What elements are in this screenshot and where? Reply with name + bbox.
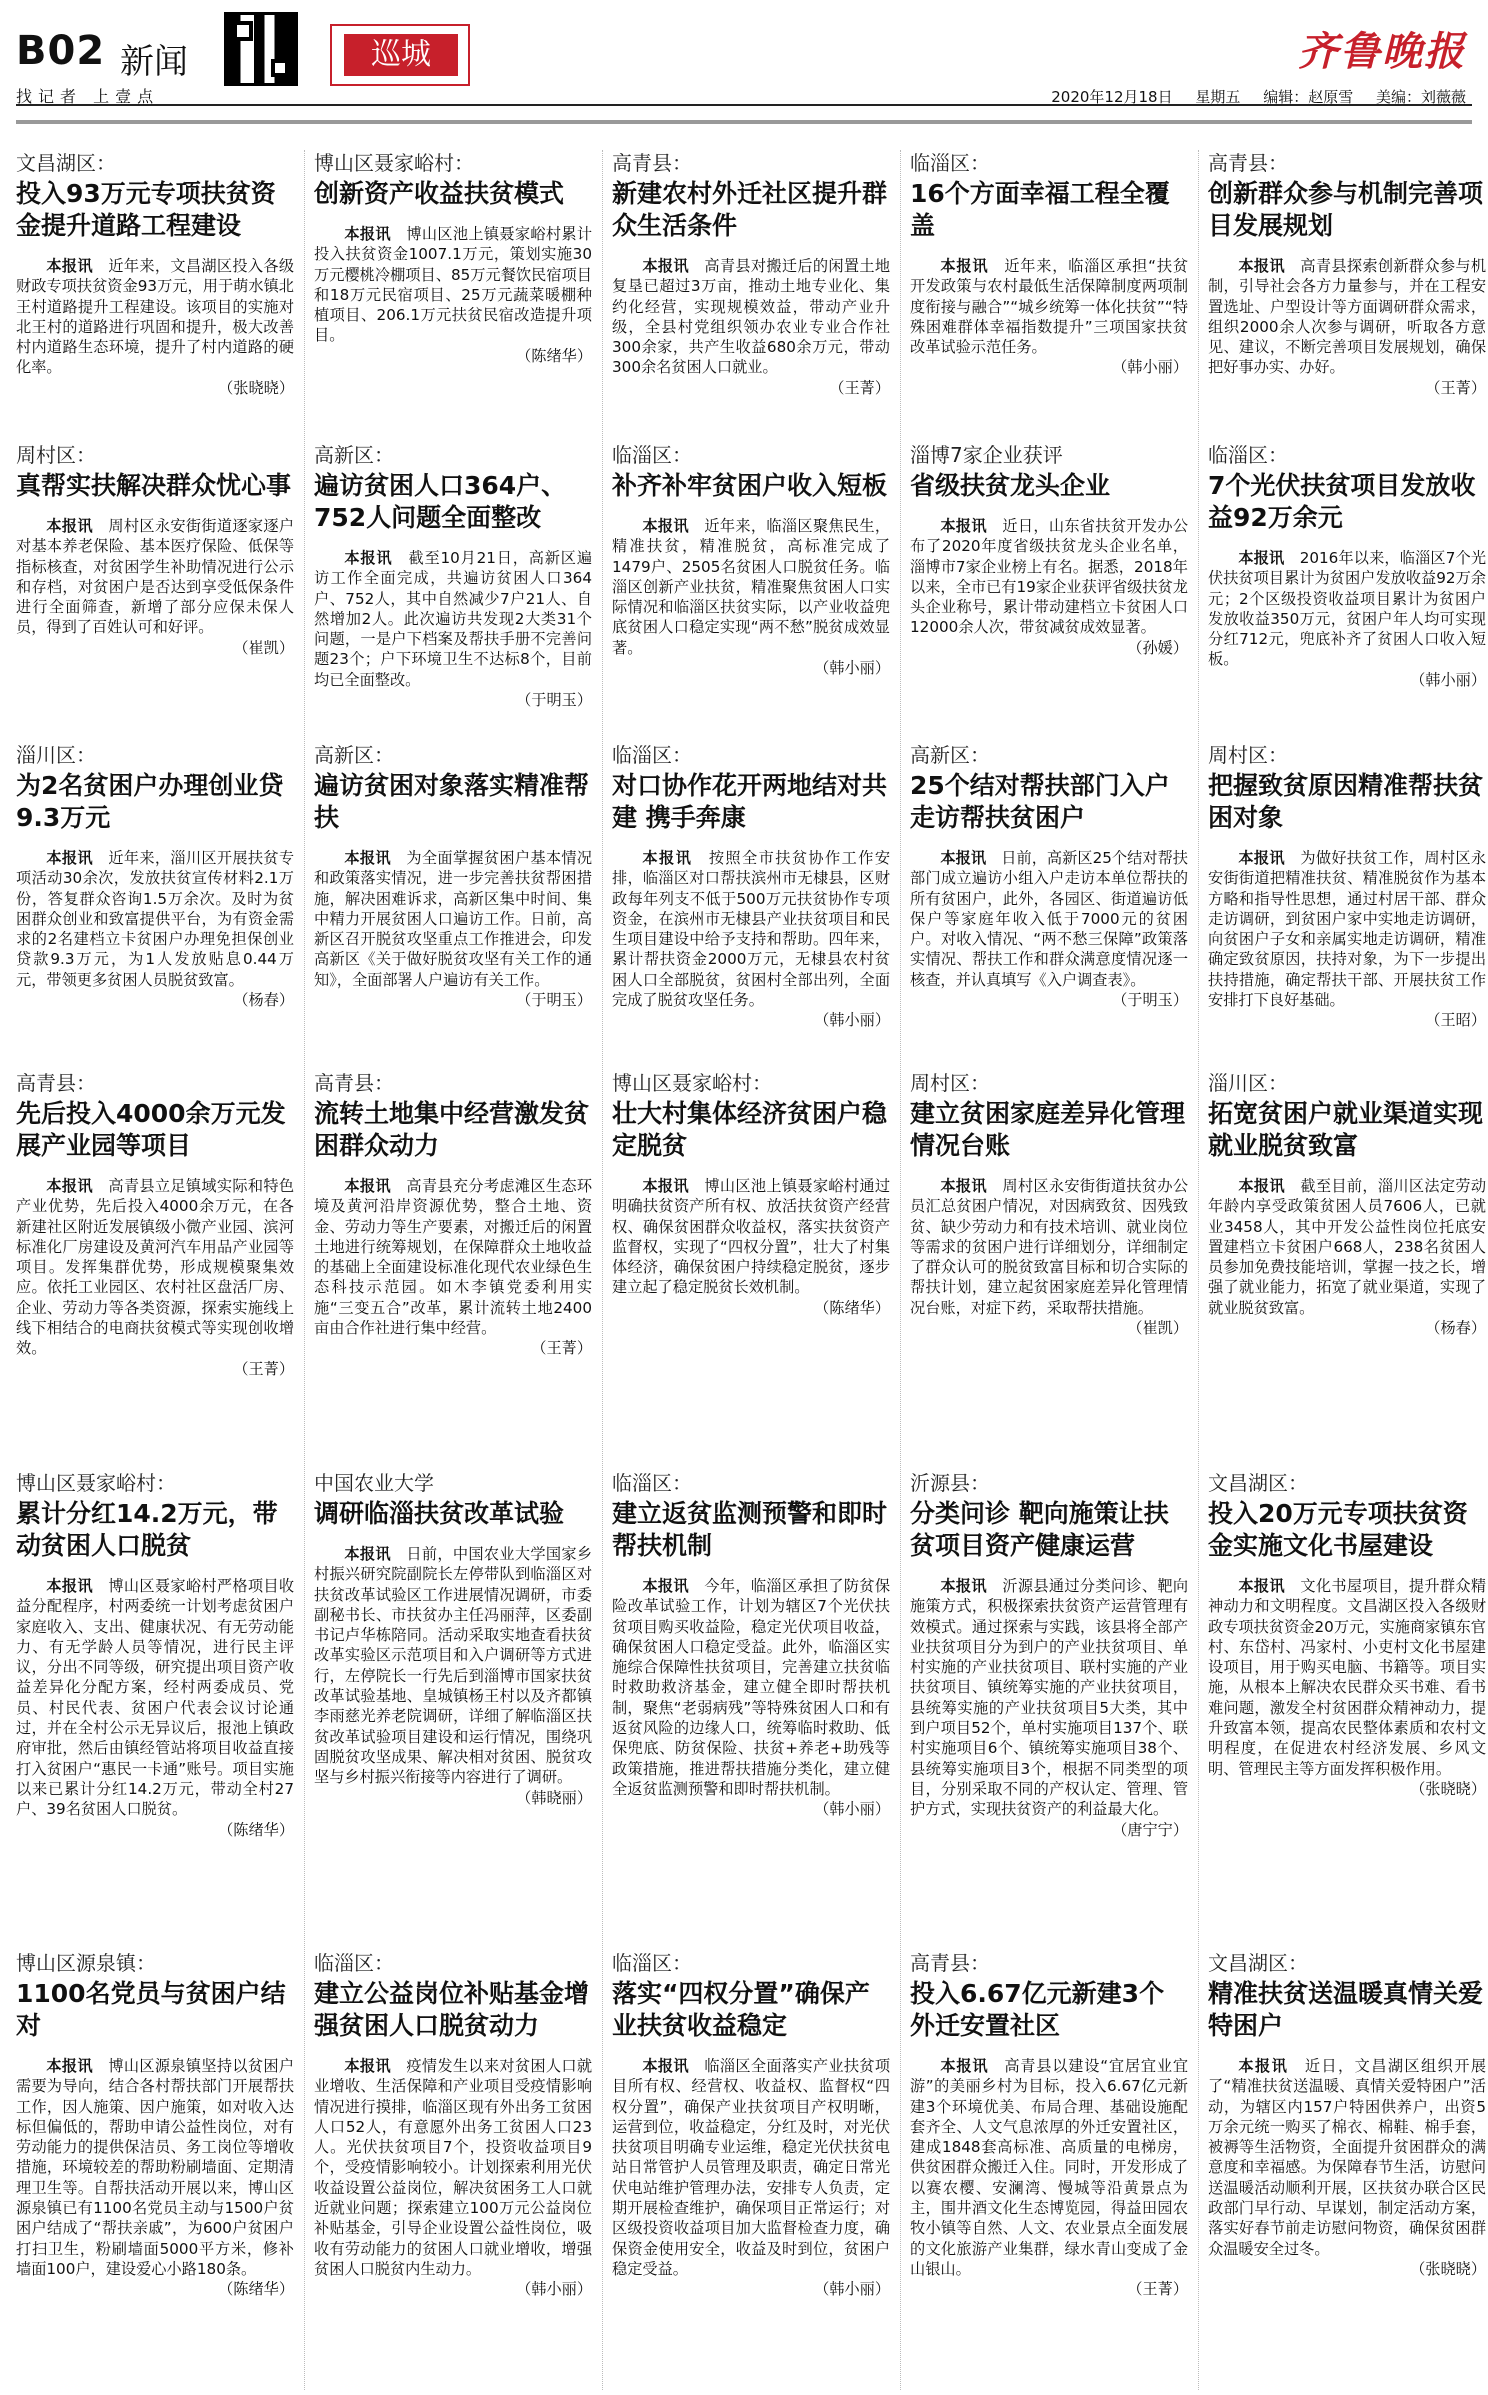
article-byline: （王菁） [1425, 378, 1486, 397]
news-article [314, 742, 592, 1060]
article-headline: 对口协作花开两地结对共建 携手奔康 [612, 771, 888, 832]
article-lead: 本报讯 [46, 2057, 93, 2075]
article-body [314, 848, 592, 990]
article-text: 高青县对搬迁后的闲置土地复垦已超过3万亩，推动土地专业化、集约化经营，实现规模效益，带动产业升级，全县村党组织领办农业专业合作社300余家，共产生收益680余万元，带动300余名贫困人口就业。 [612, 257, 890, 377]
article-text: 高青县探索创新群众参与机制，引导社会各方力量参与，并在工程安置选址、户型设计等方面调研群众需求，组织2000余人次参与调研，听取各方意见、建议，不断完善项目发展规划，确保把好事办实、办好。 [1208, 257, 1486, 377]
article-location: 临淄区： [910, 151, 990, 175]
article-headline: 创新群众参与机制完善项目发展规划 [1208, 179, 1484, 240]
article-body [314, 1176, 592, 1338]
article-text: 为做好扶贫工作，周村区永安街街道把精准扶贫、精准脱贫作为基本方略和指导性思想，通过村居干部、群众走访调研，到贫困户家中实地走访调研，向贫困户子女和亲属实地走访调研，精准确定致贫原因，扶持对象，为下一步提出扶持措施，确定帮扶干部、开展扶贫工作安排打下良好基础。 [1208, 849, 1486, 1010]
article-headline: 先后投入4000余万元发展产业园等项目 [16, 1099, 286, 1160]
article-headline: 投入6.67亿元新建3个外迁安置社区 [910, 1979, 1165, 2040]
article-location: 临淄区： [612, 443, 692, 467]
article-headline: 新建农村外迁社区提升群众生活条件 [612, 179, 888, 240]
article-byline: （王菁） [829, 378, 890, 397]
article-headline: 投入93万元专项扶贫资金提升道路工程建设 [16, 179, 276, 240]
article-headline: 精准扶贫送温暖真情关爱特困户 [1208, 1979, 1484, 2040]
news-article [1208, 1070, 1486, 1460]
article-lead: 本报讯 [642, 257, 689, 275]
article-headline: 拓宽贫困户就业渠道实现就业脱贫致富 [1208, 1099, 1484, 1160]
article-byline: （王菁） [1127, 2280, 1188, 2299]
article-headline: 25个结对帮扶部门入户走访帮扶贫困户 [910, 771, 1170, 832]
section-name: 新闻 [120, 42, 188, 82]
article-lead: 本报讯 [642, 517, 689, 535]
article-byline: （王菁） [233, 1359, 294, 1378]
article-headline: 建立公益岗位补贴基金增强贫困人口脱贫动力 [314, 1979, 590, 2040]
article-location: 临淄区： [612, 1471, 692, 1495]
article-body [16, 256, 294, 378]
article-location: 周村区： [16, 443, 96, 467]
article-text: 2016年以来，临淄区7个光伏扶贫项目累计为贫困户发放收益92万余元；2个区级投资收益项目累计为贫困户发放收益350万元，贫困户年人均可实现分红712元，兜底补齐了贫困人口收入短板。 [1208, 549, 1486, 669]
news-article [910, 442, 1188, 732]
article-text: 近年来，临淄区承担“扶贫开发政策与农村最低生活保障制度两项制度衔接与融合”“城乡统筹一体化扶贫”“特殊困难群体幸福指数提升”三项国家扶贫改革试验示范任务。 [910, 257, 1188, 357]
article-lead: 本报讯 [642, 1577, 689, 1595]
article-location: 周村区： [1208, 743, 1288, 767]
article-text: 高青县充分考虑滩区生态环境及黄河沿岸资源优势，整合土地、资金、劳动力等生产要素，对搬迁后的闲置土地进行统筹规划，在保障群众土地收益的基础上全面建设标准化现代农业绿色生态科技示范园。如木李镇党委利用实施“三变五合”改革，累计流转土地2400亩由合作社进行集中经营。 [314, 1177, 592, 1338]
news-article [910, 1470, 1188, 1940]
article-byline: （韩小丽） [814, 1800, 890, 1819]
article-headline: 为2名贫困户办理创业贷9.3万元 [16, 771, 284, 832]
article-text: 按照全市扶贫协作工作安排，临淄区对口帮扶滨州市无棣县，区财政每年列支不低于500万元扶贫协作专项资金，在滨州市无棣县产业扶贫项目和民生项目建设中给予支持和帮助。四年来，累计帮扶资金2000万元，无棣县农村贫困人口全部脱贫，贫困村全部出列，全面完成了脱贫攻坚任务。 [612, 849, 890, 1010]
article-body [910, 256, 1188, 357]
article-text: 博山区源泉镇坚持以贫困户需要为导向，结合各村帮扶部门开展帮扶工作，因人施策、因户施策，如对收入达标但偏低的，帮助申请公益性岗位，对有劳动能力的提供保洁员、务工岗位等增收措施，环境较差的帮助粉刷墙面、定期清理卫生等。自帮扶活动开展以来，博山区源泉镇已有1100名党员主动与1500户贫困户结成了“帮扶亲戚”，为600户贫困户打扫卫生，粉刷墙面5000平方米，修补墙面100户，建设爱心小路180条。 [16, 2057, 294, 2278]
article-byline: （韩小丽） [814, 1011, 890, 1030]
article-headline: 建立贫困家庭差异化管理情况台账 [910, 1099, 1186, 1160]
news-article [612, 1470, 890, 1940]
news-article [314, 150, 592, 430]
article-lead: 本报讯 [642, 1177, 689, 1195]
article-body [910, 516, 1188, 638]
article-location: 高新区： [314, 743, 394, 767]
article-lead: 本报讯 [940, 2057, 989, 2075]
article-headline: 流转土地集中经营激发贫困群众动力 [314, 1099, 590, 1160]
article-lead: 本报讯 [46, 257, 93, 275]
article-byline: （孙媛） [1127, 638, 1188, 657]
news-article [16, 1470, 294, 1940]
news-article [16, 150, 294, 430]
article-lead: 本报讯 [46, 517, 93, 535]
article-text: 截至10月21日，高新区遍访工作全面完成，共遍访贫困人口364户、752人，其中自然减少7户21人、自然增加2人。此次遍访共发现2大类31个问题，一是户下档案及帮扶手册不完善问题23个；户下环境卫生不达标8个，目前均已全面整改。 [314, 549, 592, 689]
article-headline: 16个方面幸福工程全覆盖 [910, 179, 1170, 240]
news-article [910, 1070, 1188, 1460]
article-headline: 分类问诊 靶向施策让扶贫项目资产健康运营 [910, 1499, 1169, 1560]
article-body [16, 2056, 294, 2279]
article-location: 临淄区： [1208, 443, 1288, 467]
article-headline: 省级扶贫龙头企业 [910, 471, 1111, 500]
article-headline: 投入20万元专项扶贫资金实施文化书屋建设 [1208, 1499, 1468, 1560]
news-article [16, 742, 294, 1060]
article-location: 临淄区： [314, 1951, 394, 1975]
article-text: 周村区永安街街道逐家逐户对基本养老保险、基本医疗保险、低保等指标核查，对贫困学生补助情况进行公示和存档，对贫困户是否达到享受低保条件进行全面筛查，新增了部分应保未保人员，得到了百姓认可和好评。 [16, 517, 294, 637]
article-lead: 本报讯 [344, 1177, 391, 1195]
article-lead: 本报讯 [940, 257, 989, 275]
article-text: 近日，山东省扶贫开发办公布了2020年度省级扶贫龙头企业名单，淄博市7家企业榜上有名。据悉，2018年以来，全市已有19家企业获评省级扶贫龙头企业称号，累计带动建档立卡贫困人口12000余人次，带贫减贫成效显著。 [910, 517, 1188, 637]
article-location: 高青县： [1208, 151, 1288, 175]
article-body [910, 1576, 1188, 1820]
article-byline: （王昭） [1425, 1011, 1486, 1030]
article-text: 文化书屋项目，提升群众精神动力和文明程度。文昌湖区投入各级财政专项扶贫资金20万元，实施商家镇东官村、东岱村、冯家村、小吏村文化书屋建设项目，用于购买电脑、书籍等。项目实施，从根本上解决农民群众买书难、看书难问题，激发全村贫困群众精神动力，提升致富本领，提高农民整体素质和农村文明程度，在促进农村经济发展、乡风文明、管理民主等方面发挥积极作用。 [1208, 1577, 1486, 1778]
designer-credit: 美编：刘薇薇 [1375, 88, 1466, 106]
article-text: 临淄区全面落实产业扶贫项目所有权、经营权、收益权、监督权“四权分置”，确保产业扶贫项目产权明晰，运营到位，收益稳定，分红及时，对光伏扶贫项目明确专业运维，稳定光伏扶贫电站日常管护人员管理及职责，确定日常光伏电站维护管理办法，安排专人负责，定期开展检查维护，确保项目正常运行；对区级投资收益项目加大监督检查力度，确保资金使用安全，收益及时到位，贫困户稳定受益。 [612, 2057, 890, 2278]
article-byline: （韩小丽） [516, 2280, 592, 2299]
column-rule [304, 150, 305, 2390]
article-text: 沂源县通过分类问诊、靶向施策方式，积极探索扶贫资产运营管理有效模式。通过探索与实践，该县将全部产业扶贫项目分为到户的产业扶贫项目、单村实施的产业扶贫项目、联村实施的产业扶贫项目、镇统筹实施的产业扶贫项目，县统筹实施的产业扶贫项目5大类，其中到户项目52个，单村实施项目137个、联村实施项目6个、镇统筹实施项目38个、县统筹实施项目3个，根据不同类型的项目，分别采取不同的产权认定、管理、管护方式，实现扶贫资产的利益最大化。 [910, 1577, 1188, 1819]
article-headline: 壮大村集体经济贫困户稳定脱贫 [612, 1099, 888, 1160]
article-body [16, 1576, 294, 1820]
news-article [16, 442, 294, 732]
article-headline: 落实“四权分置”确保产业扶贫收益稳定 [612, 1979, 870, 2040]
article-location: 高青县： [910, 1951, 990, 1975]
article-byline: （王菁） [531, 1339, 592, 1358]
article-body [16, 848, 294, 990]
article-location: 高青县： [314, 1071, 394, 1095]
article-body [314, 548, 592, 690]
article-text: 近日，文昌湖区组织开展了“精准扶贫送温暖、真情关爱特困户”活动，为辖区内157户特困供养户，出资5万余元统一购买了棉衣、棉鞋、棉手套，被褥等生活物资，全面提升贫困群众的满意度和幸福感。为保障春节生活，访慰问送温暖活动顺利开展，区扶贫办联合区民政部门早行动、早谋划，制定活动方案，落实好春节前走访慰问物资，确保贫困群众温暖安全过冬。 [1208, 2057, 1486, 2258]
page-number: B02 [16, 28, 106, 74]
article-byline: （杨春） [1425, 1319, 1486, 1338]
article-location: 临淄区： [612, 743, 692, 767]
article-location: 博山区源泉镇： [16, 1951, 156, 1975]
article-lead: 本报讯 [940, 849, 987, 867]
article-byline: （陈绪华） [516, 346, 592, 365]
article-byline: （张晓晓） [1410, 2259, 1486, 2278]
news-article [612, 442, 890, 732]
article-byline: （于明玉） [516, 991, 592, 1010]
article-body [1208, 2056, 1486, 2259]
column-rule [1198, 150, 1199, 2390]
article-location: 高新区： [910, 743, 990, 767]
article-text: 今年，临淄区承担了防贫保险改革试验工作，计划为辖区7个光伏扶贫项目购买收益险，稳定光伏项目收益，确保贫困人口稳定受益。此外，临淄区实施综合保障性扶贫项目，完善建立扶贫临时救助救济基金，建立健全即时帮扶机制，聚焦“老弱病残”等特殊贫困人口和有返贫风险的边缘人口，统筹临时救助、低保兜底、防贫保险、扶贫+养老+助残等政策措施，推进帮扶措施分类化，建立健全返贫监测预警和即时帮扶机制。 [612, 1577, 890, 1798]
article-lead: 本报讯 [344, 549, 393, 567]
news-article [910, 742, 1188, 1060]
news-article [1208, 442, 1486, 732]
article-text: 日前，高新区25个结对帮扶部门成立遍访小组入户走访本单位帮扶的所有贫困户，此外，各园区、街道遍访低保户等家庭年收入低于7000元的贫困户。对收入情况、“两不愁三保障”政策落实情况、帮扶工作和群众满意度情况逐一核查，并认真填写《入户调查表》。 [910, 849, 1188, 989]
article-body [910, 1176, 1188, 1318]
article-text: 博山区池上镇聂家峪村累计投入扶贫资金1007.1万元，策划实施30万元樱桃冷棚项目、85万元餐饮民宿项目和18万元民宿项目、25万元蔬菜暖棚种植项目、206.1万元扶贫民宿改造提升项目。 [314, 225, 592, 345]
article-body [910, 2056, 1188, 2279]
news-article [16, 1950, 294, 2390]
article-text: 日前，中国农业大学国家乡村振兴研究院副院长左停带队到临淄区对扶贫改革试验区工作进展情况调研，市委副秘书长、市扶贫办主任冯丽萍，区委副书记卢华栋陪同。活动采取实地查看扶贫改革实验区示范项目和入户调研等方式进行，左停院长一行先后到淄博市国家扶贫改革试验基地、皇城镇杨王村以及齐都镇李雨慈光养老院调研，详细了解临淄区扶贫改革试验项目建设和运行情况，围绕巩固脱贫攻坚成果、解决相对贫困、脱贫攻坚与乡村振兴衔接等内容进行了调研。 [314, 1545, 592, 1787]
article-location: 淄川区： [16, 743, 96, 767]
article-lead: 本报讯 [1238, 257, 1285, 275]
article-byline: （韩小丽） [814, 2280, 890, 2299]
article-body [612, 256, 890, 378]
column-tab [330, 24, 470, 86]
article-location: 高青县： [16, 1071, 96, 1095]
newspaper-logo: 齐鲁晚报 [1298, 28, 1466, 75]
article-body [612, 848, 890, 1010]
article-lead: 本报讯 [344, 849, 391, 867]
article-headline: 把握致贫原因精准帮扶贫困对象 [1208, 771, 1484, 832]
news-article [1208, 1470, 1486, 1940]
article-headline: 遍访贫困对象落实精准帮扶 [314, 771, 590, 832]
news-article [910, 1950, 1188, 2390]
article-location: 临淄区： [612, 1951, 692, 1975]
article-lead: 本报讯 [46, 849, 93, 867]
article-location: 文昌湖区： [1208, 1471, 1308, 1495]
article-body [910, 848, 1188, 990]
article-text: 周村区永安街街道扶贫办公员汇总贫困户情况，对因病致贫、因残致贫、缺少劳动力和有技术培训、就业岗位等需求的贫困户进行详细划分，详细制定了群众认可的脱贫致富目标和切合实际的帮扶计划，建立起贫困家庭差异化管理情况台账，对症下药，采取帮扶措施。 [910, 1177, 1188, 1317]
article-lead: 本报讯 [344, 2057, 391, 2075]
article-lead: 本报讯 [642, 2057, 689, 2075]
article-byline: （韩小丽） [814, 659, 890, 678]
column-title: 巡城 [344, 34, 458, 76]
article-body [612, 2056, 890, 2279]
article-body [1208, 548, 1486, 670]
article-text: 近年来，文昌湖区投入各级财政专项扶贫资金93万元，用于萌水镇北王村道路提升工程建设。该项目的实施对北王村的道路进行巩固和提升，极大改善村内道路生态环境，提升了村内道路的硬化率。 [16, 257, 294, 377]
article-location: 博山区聂家峪村： [314, 151, 474, 175]
article-byline: （张晓晓） [218, 378, 294, 397]
article-location: 淄川区： [1208, 1071, 1288, 1095]
article-body [612, 1576, 890, 1799]
article-lead: 本报讯 [1238, 1577, 1285, 1595]
news-article [314, 1070, 592, 1460]
article-lead: 本报讯 [642, 849, 693, 867]
article-headline: 调研临淄扶贫改革试验 [314, 1499, 565, 1528]
article-body [612, 516, 890, 658]
article-byline: （于明玉） [1112, 991, 1188, 1010]
masthead [0, 0, 1488, 130]
news-article [16, 1070, 294, 1460]
article-text: 博山区池上镇聂家峪村通过明确扶贫资产所有权、放活扶贫资产经营权、确保贫困群众收益权，落实扶贫资产监督权，实现了“四权分置”，壮大了村集体经济，确保贫困户持续稳定脱贫，逐步建立起了稳定脱贫长效机制。 [612, 1177, 890, 1297]
article-byline: （韩小丽） [1112, 358, 1188, 377]
header-rule [16, 104, 1472, 106]
news-article [612, 150, 890, 430]
article-grid [16, 150, 1486, 2390]
article-headline: 补齐补牢贫困户收入短板 [612, 471, 888, 500]
article-location: 博山区聂家峪村： [16, 1471, 176, 1495]
article-lead: 本报讯 [46, 1577, 93, 1595]
article-headline: 创新资产收益扶贫模式 [314, 179, 565, 208]
article-body [612, 1176, 890, 1298]
article-location: 文昌湖区： [16, 151, 116, 175]
issue-weekday: 星期五 [1195, 88, 1241, 106]
qr-code-icon [224, 12, 298, 86]
article-location: 中国农业大学 [314, 1471, 434, 1495]
article-byline: （陈绪华） [814, 1298, 890, 1317]
article-location: 沂源县： [910, 1471, 990, 1495]
article-body [1208, 1576, 1486, 1779]
article-headline: 建立返贫监测预警和即时帮扶机制 [612, 1499, 888, 1560]
article-text: 近年来，淄川区开展扶贫专项活动30余次，发放扶贫宣传材料2.1万份，答复群众咨询1.5万余次。及时为贫困群众创业和致富提供平台，为有资金需求的2名建档立卡贫困户办理免担保创业贷款9.3万元，为1人发放贴息0.44万元，带领更多贫困人员脱贫致富。 [16, 849, 294, 989]
article-text: 近年来，临淄区聚焦民生，精准扶贫，精准脱贫，高标准完成了1479户、2505名贫困人口脱贫任务。临淄区创新产业扶贫，精准聚焦贫困人口实际情况和临淄区扶贫实际，以产业收益兜底贫困人口稳定实现“两不愁”脱贫成效显著。 [612, 517, 890, 657]
article-byline: （陈绪华） [218, 2280, 294, 2299]
editor-credit: 编辑：赵原雪 [1263, 88, 1354, 106]
article-byline: （杨春） [233, 991, 294, 1010]
news-article [314, 442, 592, 732]
news-article [314, 1470, 592, 1940]
article-lead: 本报讯 [344, 1545, 391, 1563]
article-byline: （崔凯） [233, 638, 294, 657]
news-article [1208, 150, 1486, 430]
column-rule [602, 150, 603, 2390]
article-lead: 本报讯 [940, 1577, 987, 1595]
article-lead: 本报讯 [46, 1177, 93, 1195]
article-headline: 累计分红14.2万元，带动贫困人口脱贫 [16, 1499, 278, 1560]
article-location: 博山区聂家峪村： [612, 1071, 772, 1095]
article-text: 疫情发生以来对贫困人口就业增收、生活保障和产业项目受疫情影响情况进行摸排，临淄区现有外出务工贫困人口52人，有意愿外出务工贫困人口23人。光伏扶贫项目7个，投资收益项目9个，受疫情影响较小。计划探索利用光伏收益设置公益岗位，解决贫困务工人口就近就业问题；探索建立100万元公益岗位补贴基金，引导企业设置公益性岗位，吸收有劳动能力的贫困人口就业增收，增强贫困人口脱贫内生动力。 [314, 2057, 592, 2278]
news-article [612, 742, 890, 1060]
article-location: 周村区： [910, 1071, 990, 1095]
article-body [314, 1544, 592, 1788]
article-body [314, 2056, 592, 2279]
column-rule [900, 150, 901, 2390]
article-location: 高青县： [612, 151, 692, 175]
article-lead: 本报讯 [1238, 849, 1285, 867]
news-article [612, 1950, 890, 2390]
article-lead: 本报讯 [1238, 549, 1285, 567]
news-article [314, 1950, 592, 2390]
article-byline: （崔凯） [1127, 1319, 1188, 1338]
issue-date: 2020年12月18日 [1051, 88, 1173, 106]
article-byline: （韩小丽） [1410, 670, 1486, 689]
article-lead: 本报讯 [1238, 2057, 1289, 2075]
article-body [1208, 848, 1486, 1010]
article-byline: （张晓晓） [1410, 1779, 1486, 1798]
article-lead: 本报讯 [1238, 1177, 1285, 1195]
header-band [16, 120, 1472, 124]
article-body [314, 224, 592, 346]
article-headline: 1100名党员与贫困户结对 [16, 1979, 286, 2040]
article-lead: 本报讯 [940, 517, 987, 535]
article-lead: 本报讯 [344, 225, 391, 243]
tagline: 找记者 上壹点 [16, 87, 160, 106]
article-headline: 7个光伏扶贫项目发放收益92万余元 [1208, 471, 1476, 532]
article-text: 截至目前，淄川区法定劳动年龄内享受政策贫困人员7606人，已就业3458人，其中开发公益性岗位托底安置建档立卡贫困户668人，238名贫困人员参加免费技能培训，掌握一技之长，增强了就业能力，拓宽了就业渠道，实现了就业脱贫致富。 [1208, 1177, 1486, 1317]
article-text: 博山区聂家峪村严格项目收益分配程序，村两委统一计划考虑贫困户家庭收入、支出、健康状况、有无劳动能力、有无学龄人员等情况，进行民主评议，分出不同等级，研究提出项目资产收益差异化分配方案，经村两委成员、党员、村民代表、贫困户代表会议讨论通过，并在全村公示无异议后，报池上镇政府审批，然后由镇经管站将项目收益直接打入贫困户“惠民一卡通”账号。项目实施以来已累计分红14.2万元，带动全村27户、39名贫困人口脱贫。 [16, 1577, 294, 1819]
news-article [910, 150, 1188, 430]
article-text: 为全面掌握贫困户基本情况和政策落实情况，进一步完善扶贫帮困措施，解决困难诉求，高新区集中时间、集中精力开展贫困人口遍访工作。日前，高新区召开脱贫攻坚重点工作推进会，印发高新区《关于做好脱贫攻坚有关工作的通知》，全面部署人户遍访有关工作。 [314, 849, 592, 989]
article-byline: （陈绪华） [218, 1820, 294, 1839]
article-location: 高新区： [314, 443, 394, 467]
article-body [16, 1176, 294, 1359]
article-byline: （唐宁宁） [1112, 1820, 1188, 1839]
article-text: 高青县立足镇域实际和特色产业优势，先后投入4000余万元，在各新建社区附近发展镇级小微产业园、滨河标准化厂房建设及黄河汽车用品产业园等项目。发挥集群优势，形成规模聚集效应。依托工业园区、农村社区盘活厂房、企业、劳动力等各类资源，探索实施线上线下相结合的电商扶贫模式等实现创收增效。 [16, 1177, 294, 1358]
news-article [1208, 1950, 1486, 2390]
article-text: 高青县以建设“宜居宜业宜游”的美丽乡村为目标，投入6.67亿元新建3个环境优美、布局合理、基础设施配套齐全、人文气息浓厚的外迁安置社区，建成1848套高标准、高质量的电梯房，供贫困群众搬迁入住。同时，开发形成了以赛农樱、安澜湾、慢城等沿黄景点为主，围井酒文化生态博览园，得益田园农牧小镇等自然、人文、农业景点全面发展的文化旅游产业集群，绿水青山变成了金山银山。 [910, 2057, 1188, 2278]
article-headline: 真帮实扶解决群众忧心事 [16, 471, 292, 500]
article-location: 文昌湖区： [1208, 1951, 1308, 1975]
article-location: 淄博7家企业获评 [910, 443, 1063, 467]
article-byline: （韩晓丽） [516, 1788, 592, 1807]
article-byline: （于明玉） [516, 691, 592, 710]
article-body [16, 516, 294, 638]
article-body [1208, 256, 1486, 378]
article-lead: 本报讯 [940, 1177, 987, 1195]
article-body [1208, 1176, 1486, 1318]
news-article [612, 1070, 890, 1460]
article-headline: 遍访贫困人口364户、752人问题全面整改 [314, 471, 567, 532]
news-article [1208, 742, 1486, 1060]
